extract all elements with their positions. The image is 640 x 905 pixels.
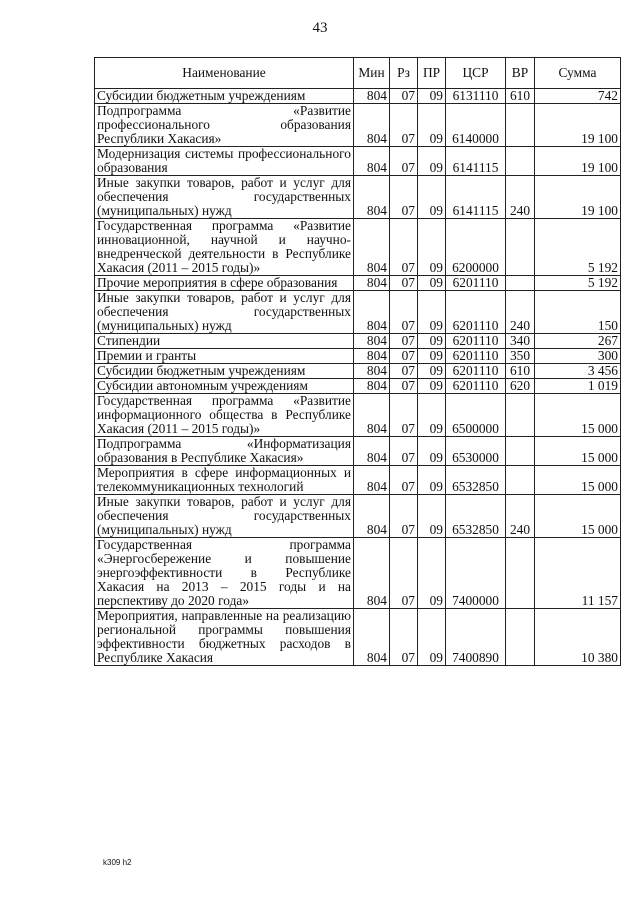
table-row bbox=[95, 147, 621, 176]
cell-vr: 620 bbox=[506, 379, 535, 394]
cell-csr: 6201110 bbox=[446, 276, 506, 291]
header-min: Мин bbox=[354, 58, 390, 89]
cell-name: Премии и гранты bbox=[95, 349, 354, 364]
cell-min: 804 bbox=[354, 538, 390, 609]
cell-pr: 09 bbox=[418, 219, 446, 276]
cell-vr bbox=[506, 104, 535, 147]
cell-csr: 6141115 bbox=[446, 176, 506, 219]
cell-rz: 07 bbox=[390, 609, 418, 666]
cell-min: 804 bbox=[354, 334, 390, 349]
cell-rz: 07 bbox=[390, 349, 418, 364]
cell-sum: 15 000 bbox=[535, 394, 621, 437]
cell-min: 804 bbox=[354, 609, 390, 666]
cell-csr: 6140000 bbox=[446, 104, 506, 147]
header-sum: Сумма bbox=[535, 58, 621, 89]
table-row bbox=[95, 104, 621, 147]
header-vr: ВР bbox=[506, 58, 535, 89]
header-pr: ПР bbox=[418, 58, 446, 89]
cell-sum: 1 019 bbox=[535, 379, 621, 394]
cell-csr: 6201110 bbox=[446, 379, 506, 394]
cell-vr: 610 bbox=[506, 364, 535, 379]
cell-vr: 240 bbox=[506, 176, 535, 219]
cell-vr bbox=[506, 437, 535, 466]
cell-pr: 09 bbox=[418, 466, 446, 495]
cell-pr: 09 bbox=[418, 104, 446, 147]
cell-sum: 19 100 bbox=[535, 176, 621, 219]
cell-sum: 10 380 bbox=[535, 609, 621, 666]
cell-csr: 7400000 bbox=[446, 538, 506, 609]
cell-name: Стипендии bbox=[95, 334, 354, 349]
cell-csr: 6530000 bbox=[446, 437, 506, 466]
table-row bbox=[95, 89, 621, 104]
cell-rz: 07 bbox=[390, 394, 418, 437]
cell-vr: 610 bbox=[506, 89, 535, 104]
cell-sum: 5 192 bbox=[535, 276, 621, 291]
table-row bbox=[95, 609, 621, 666]
cell-csr: 6500000 bbox=[446, 394, 506, 437]
header-csr: ЦСР bbox=[446, 58, 506, 89]
cell-vr: 350 bbox=[506, 349, 535, 364]
cell-rz: 07 bbox=[390, 276, 418, 291]
cell-sum: 19 100 bbox=[535, 147, 621, 176]
cell-name: Иные закупки товаров, работ и услуг для обеспечения государственных (муниципальных) нужд bbox=[95, 176, 354, 219]
cell-rz: 07 bbox=[390, 364, 418, 379]
cell-rz: 07 bbox=[390, 466, 418, 495]
cell-sum: 5 192 bbox=[535, 219, 621, 276]
cell-min: 804 bbox=[354, 437, 390, 466]
cell-pr: 09 bbox=[418, 379, 446, 394]
cell-min: 804 bbox=[354, 349, 390, 364]
cell-rz: 07 bbox=[390, 495, 418, 538]
cell-min: 804 bbox=[354, 104, 390, 147]
cell-min: 804 bbox=[354, 394, 390, 437]
cell-vr: 240 bbox=[506, 291, 535, 334]
cell-name: Государственная программа «Энергосбережение и повышение энергоэффективности в Республике Хакасия на 2013 – 2015 годы и на перспективу до 2020 года» bbox=[95, 538, 354, 609]
cell-name: Прочие мероприятия в сфере образования bbox=[95, 276, 354, 291]
header-rz: Рз bbox=[390, 58, 418, 89]
cell-vr bbox=[506, 394, 535, 437]
cell-sum: 11 157 bbox=[535, 538, 621, 609]
cell-csr: 6201110 bbox=[446, 291, 506, 334]
cell-vr bbox=[506, 466, 535, 495]
cell-pr: 09 bbox=[418, 147, 446, 176]
cell-pr: 09 bbox=[418, 291, 446, 334]
cell-name: Субсидии автономным учреждениям bbox=[95, 379, 354, 394]
cell-rz: 07 bbox=[390, 176, 418, 219]
cell-vr: 240 bbox=[506, 495, 535, 538]
cell-vr bbox=[506, 609, 535, 666]
footer-code: k309 h2 bbox=[103, 858, 132, 867]
cell-min: 804 bbox=[354, 176, 390, 219]
cell-sum: 15 000 bbox=[535, 437, 621, 466]
cell-name: Мероприятия, направленные на реализацию региональной программы повышения эффективности бюджетных расходов в Республике Хакасия bbox=[95, 609, 354, 666]
cell-name: Субсидии бюджетным учреждениям bbox=[95, 364, 354, 379]
table-row bbox=[95, 394, 621, 437]
cell-csr: 6131110 bbox=[446, 89, 506, 104]
cell-rz: 07 bbox=[390, 379, 418, 394]
cell-pr: 09 bbox=[418, 334, 446, 349]
cell-pr: 09 bbox=[418, 89, 446, 104]
cell-rz: 07 bbox=[390, 104, 418, 147]
table-row bbox=[95, 276, 621, 291]
cell-name: Подпрограмма «Развитие профессионального образования Республики Хакасия» bbox=[95, 104, 354, 147]
cell-rz: 07 bbox=[390, 89, 418, 104]
table-row bbox=[95, 219, 621, 276]
cell-sum: 742 bbox=[535, 89, 621, 104]
cell-sum: 150 bbox=[535, 291, 621, 334]
cell-name: Государственная программа «Развитие информационного общества в Республике Хакасия (2011 – 2015 годы)» bbox=[95, 394, 354, 437]
cell-min: 804 bbox=[354, 364, 390, 379]
cell-name: Иные закупки товаров, работ и услуг для обеспечения государственных (муниципальных) нужд bbox=[95, 495, 354, 538]
cell-sum: 300 bbox=[535, 349, 621, 364]
cell-csr: 6201110 bbox=[446, 349, 506, 364]
table-row bbox=[95, 334, 621, 349]
cell-pr: 09 bbox=[418, 276, 446, 291]
cell-pr: 09 bbox=[418, 437, 446, 466]
cell-csr: 6201110 bbox=[446, 364, 506, 379]
cell-rz: 07 bbox=[390, 334, 418, 349]
cell-pr: 09 bbox=[418, 495, 446, 538]
cell-csr: 6532850 bbox=[446, 495, 506, 538]
cell-sum: 267 bbox=[535, 334, 621, 349]
budget-table bbox=[94, 57, 621, 666]
table-header-row bbox=[95, 58, 621, 89]
cell-min: 804 bbox=[354, 147, 390, 176]
cell-csr: 6201110 bbox=[446, 334, 506, 349]
cell-min: 804 bbox=[354, 495, 390, 538]
cell-min: 804 bbox=[354, 276, 390, 291]
cell-min: 804 bbox=[354, 379, 390, 394]
cell-sum: 3 456 bbox=[535, 364, 621, 379]
cell-vr bbox=[506, 219, 535, 276]
cell-rz: 07 bbox=[390, 291, 418, 334]
cell-name: Субсидии бюджетным учреждениям bbox=[95, 89, 354, 104]
cell-csr: 6200000 bbox=[446, 219, 506, 276]
cell-name: Государственная программа «Развитие инновационной, научной и научно-внедренческой деятельности в Республике Хакасия (2011 – 2015 годы)» bbox=[95, 219, 354, 276]
cell-vr bbox=[506, 276, 535, 291]
cell-vr: 340 bbox=[506, 334, 535, 349]
cell-rz: 07 bbox=[390, 147, 418, 176]
header-name: Наименование bbox=[95, 58, 354, 89]
table-row bbox=[95, 176, 621, 219]
cell-csr: 6141115 bbox=[446, 147, 506, 176]
cell-pr: 09 bbox=[418, 394, 446, 437]
table-row bbox=[95, 437, 621, 466]
cell-pr: 09 bbox=[418, 538, 446, 609]
table-row bbox=[95, 466, 621, 495]
cell-vr bbox=[506, 538, 535, 609]
cell-sum: 19 100 bbox=[535, 104, 621, 147]
cell-rz: 07 bbox=[390, 219, 418, 276]
table-row bbox=[95, 364, 621, 379]
cell-name: Мероприятия в сфере информационных и телекоммуникационных технологий bbox=[95, 466, 354, 495]
cell-min: 804 bbox=[354, 466, 390, 495]
cell-pr: 09 bbox=[418, 349, 446, 364]
cell-min: 804 bbox=[354, 89, 390, 104]
table-row bbox=[95, 538, 621, 609]
cell-name: Подпрограмма «Информатизация образования в Республике Хакасия» bbox=[95, 437, 354, 466]
cell-pr: 09 bbox=[418, 609, 446, 666]
cell-rz: 07 bbox=[390, 538, 418, 609]
cell-min: 804 bbox=[354, 291, 390, 334]
table-row bbox=[95, 379, 621, 394]
table-row bbox=[95, 349, 621, 364]
cell-pr: 09 bbox=[418, 176, 446, 219]
cell-sum: 15 000 bbox=[535, 495, 621, 538]
page-number: 43 bbox=[312, 20, 328, 36]
cell-vr bbox=[506, 147, 535, 176]
table-row bbox=[95, 495, 621, 538]
cell-rz: 07 bbox=[390, 437, 418, 466]
cell-pr: 09 bbox=[418, 364, 446, 379]
table-row bbox=[95, 291, 621, 334]
cell-csr: 6532850 bbox=[446, 466, 506, 495]
cell-csr: 7400890 bbox=[446, 609, 506, 666]
cell-name: Иные закупки товаров, работ и услуг для обеспечения государственных (муниципальных) нужд bbox=[95, 291, 354, 334]
cell-name: Модернизация системы профессионального образования bbox=[95, 147, 354, 176]
cell-sum: 15 000 bbox=[535, 466, 621, 495]
cell-min: 804 bbox=[354, 219, 390, 276]
